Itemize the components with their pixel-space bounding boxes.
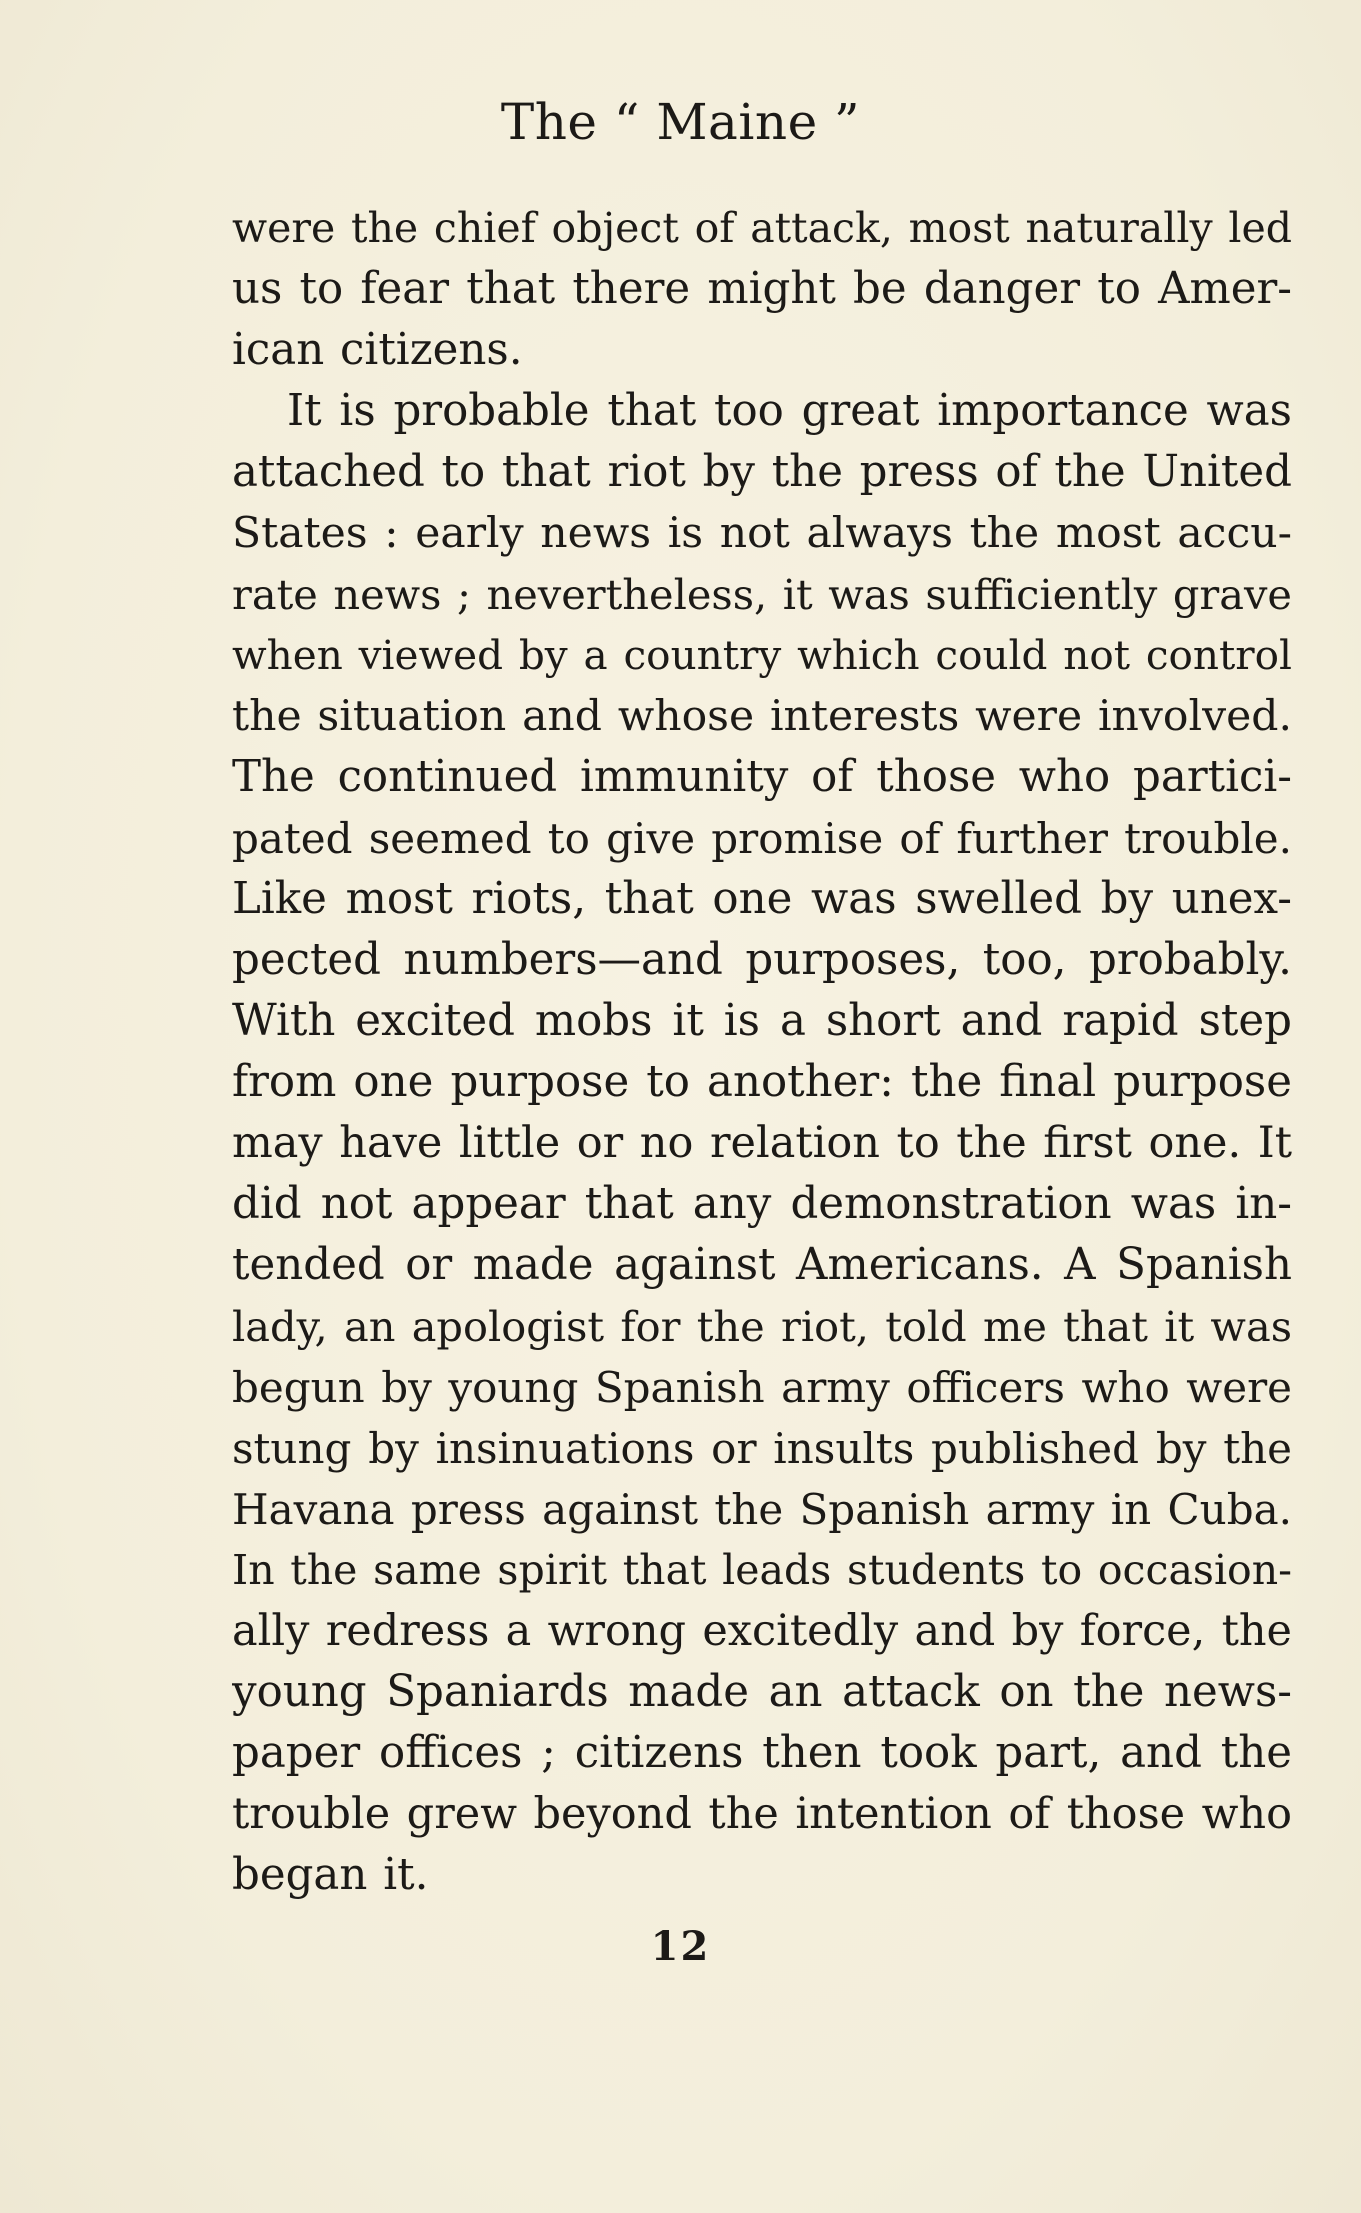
text-line: rate news ; nevertheless, it was sufficiently grave — [232, 570, 1292, 619]
text-line: begun by young Spanish army officers who were — [232, 1363, 1292, 1412]
text-line: It is probable that too great importance was — [287, 386, 1292, 436]
text-line: attached to that riot by the press of the United — [232, 447, 1292, 497]
text-line: were the chief object of attack, most naturally led — [232, 204, 1292, 252]
text-line: The continued immunity of those who partici- — [232, 752, 1292, 802]
text-line: States : early news is not always the most accu- — [232, 509, 1292, 558]
text-line: lady, an apologist for the riot, told me that it was — [232, 1302, 1292, 1351]
text-line: With excited mobs it is a short and rapid step — [232, 996, 1292, 1046]
text-line: us to fear that there might be danger to Amer- — [232, 264, 1292, 314]
page-number: 12 — [650, 1923, 711, 1970]
text-line: trouble grew beyond the intention of those who — [232, 1789, 1292, 1839]
text-line: tended or made against Americans. A Spanish — [232, 1240, 1292, 1290]
text-line: began it. — [232, 1850, 429, 1900]
text-line: young Spaniards made an attack on the news- — [232, 1667, 1292, 1717]
text-line: when viewed by a country which could not control — [232, 631, 1292, 679]
text-line: stung by insinuations or insults published by the — [232, 1424, 1292, 1473]
body-text — [232, 198, 1292, 1906]
text-line: may have little or no relation to the first one. It — [232, 1118, 1292, 1168]
text-line: Like most riots, that one was swelled by unex- — [232, 874, 1292, 924]
text-line: ally redress a wrong excitedly and by force, the — [232, 1606, 1292, 1656]
text-line: from one purpose to another: the final purpose — [232, 1057, 1292, 1107]
text-line: did not appear that any demonstration was in- — [232, 1179, 1292, 1229]
text-line: pected numbers—and purposes, too, probably. — [232, 935, 1292, 985]
text-line: the situation and whose interests were involved. — [232, 692, 1292, 741]
text-line: In the same spirit that leads students to occasion- — [232, 1546, 1292, 1594]
text-line: ican citizens. — [232, 325, 523, 375]
text-line: pated seemed to give promise of further trouble. — [232, 814, 1292, 863]
text-line: Havana press against the Spanish army in Cuba. — [232, 1485, 1292, 1534]
running-head: The “ Maine ” — [500, 93, 861, 151]
text-line: paper offices ; citizens then took part, and the — [232, 1728, 1292, 1778]
